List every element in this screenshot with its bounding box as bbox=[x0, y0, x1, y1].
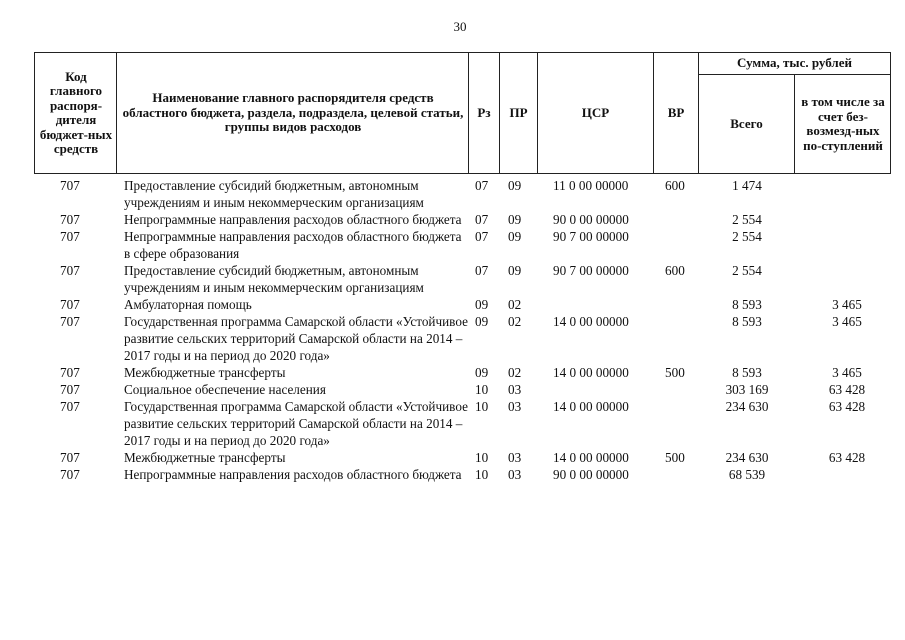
row-name: Непрограммные направления расходов областного бюджета в сфере образования bbox=[124, 229, 462, 261]
table-row bbox=[0, 466, 905, 483]
table-row bbox=[0, 177, 905, 211]
row-code: 707 bbox=[60, 212, 80, 227]
row-grant: 3 465 bbox=[832, 365, 862, 380]
row-rz: 07 bbox=[475, 229, 489, 244]
row-grant: 63 428 bbox=[828, 382, 866, 397]
row-name: Непрограммные направления расходов областного бюджета bbox=[124, 212, 462, 227]
table-row bbox=[0, 262, 905, 296]
row-rz: 07 bbox=[475, 263, 489, 278]
row-vr: 500 bbox=[665, 365, 685, 380]
row-rz: 10 bbox=[475, 382, 489, 397]
row-vr: 500 bbox=[665, 450, 685, 465]
row-code: 707 bbox=[60, 314, 80, 329]
row-rz: 09 bbox=[475, 297, 489, 312]
row-rz: 07 bbox=[475, 212, 489, 227]
row-csr: 14 0 00 00000 bbox=[553, 399, 629, 414]
row-name: Предоставление субсидий бюджетным, автономным учреждениям и иным некоммерческим организациям bbox=[124, 263, 424, 295]
row-pr: 02 bbox=[508, 314, 522, 329]
row-name: Межбюджетные трансферты bbox=[124, 450, 286, 465]
row-pr: 03 bbox=[508, 467, 522, 482]
row-code: 707 bbox=[60, 263, 80, 278]
row-name: Социальное обеспечение населения bbox=[124, 382, 326, 397]
row-pr: 09 bbox=[508, 263, 522, 278]
row-csr: 14 0 00 00000 bbox=[553, 314, 629, 329]
header-rz: Рз bbox=[477, 104, 491, 120]
row-grant: 3 465 bbox=[832, 297, 862, 312]
header-sum: Сумма, тыс. рублей bbox=[737, 55, 852, 71]
row-name: Государственная программа Самарской области «Устойчивое развитие сельских территорий Самарской области на 2014 – 2017 годы и на период до 2020 года» bbox=[124, 314, 468, 363]
header-code: Код главного распоря-дителя бюджет-ных средств bbox=[39, 68, 113, 156]
row-pr: 02 bbox=[508, 365, 522, 380]
row-pr: 09 bbox=[508, 212, 522, 227]
row-csr: 14 0 00 00000 bbox=[553, 450, 629, 465]
row-total: 1 474 bbox=[732, 178, 762, 193]
row-total: 2 554 bbox=[732, 212, 762, 227]
row-name: Государственная программа Самарской области «Устойчивое развитие сельских территорий Самарской области на 2014 – 2017 годы и на период до 2020 года» bbox=[124, 399, 468, 448]
row-csr: 14 0 00 00000 bbox=[553, 365, 629, 380]
row-grant: 63 428 bbox=[828, 450, 866, 465]
row-code: 707 bbox=[60, 229, 80, 244]
table-row bbox=[0, 449, 905, 466]
table-row bbox=[0, 228, 905, 262]
row-grant: 63 428 bbox=[828, 399, 866, 414]
row-code: 707 bbox=[60, 382, 80, 397]
row-total: 234 630 bbox=[725, 450, 769, 465]
row-rz: 10 bbox=[475, 399, 489, 414]
row-code: 707 bbox=[60, 399, 80, 414]
row-code: 707 bbox=[60, 450, 80, 465]
table-header bbox=[0, 0, 905, 175]
row-csr: 90 7 00 00000 bbox=[553, 263, 629, 278]
header-total: Всего bbox=[730, 115, 763, 131]
row-grant: 3 465 bbox=[832, 314, 862, 329]
header-name: Наименование главного распорядителя средств областного бюджета, раздела, подраздела, целевой статьи, группы видов расходов bbox=[122, 90, 464, 135]
row-rz: 10 bbox=[475, 450, 489, 465]
row-vr: 600 bbox=[665, 263, 685, 278]
row-code: 707 bbox=[60, 365, 80, 380]
row-pr: 09 bbox=[508, 229, 522, 244]
row-total: 234 630 bbox=[725, 399, 769, 414]
row-total: 8 593 bbox=[732, 365, 762, 380]
row-rz: 10 bbox=[475, 467, 489, 482]
header-pr: ПР bbox=[509, 104, 528, 120]
row-pr: 09 bbox=[508, 178, 522, 193]
row-code: 707 bbox=[60, 467, 80, 482]
table-row bbox=[0, 313, 905, 364]
table-row bbox=[0, 381, 905, 398]
row-csr: 90 7 00 00000 bbox=[553, 229, 629, 244]
row-pr: 03 bbox=[508, 450, 522, 465]
row-rz: 09 bbox=[475, 314, 489, 329]
row-total: 68 539 bbox=[728, 467, 766, 482]
table-row bbox=[0, 398, 905, 449]
row-total: 8 593 bbox=[732, 314, 762, 329]
table-row bbox=[0, 211, 905, 228]
row-pr: 03 bbox=[508, 382, 522, 397]
row-csr: 11 0 00 00000 bbox=[553, 178, 629, 193]
row-rz: 07 bbox=[475, 178, 489, 193]
row-name: Непрограммные направления расходов областного бюджета bbox=[124, 467, 462, 482]
header-vr: ВР bbox=[667, 104, 685, 120]
row-code: 707 bbox=[60, 297, 80, 312]
row-pr: 03 bbox=[508, 399, 522, 414]
row-total: 2 554 bbox=[732, 263, 762, 278]
row-csr: 90 0 00 00000 bbox=[553, 467, 629, 482]
table-row bbox=[0, 364, 905, 381]
header-grant: в том числе за счет без-возмезд-ных по-ступлений bbox=[801, 94, 885, 153]
table-row bbox=[0, 296, 905, 313]
row-total: 303 169 bbox=[725, 382, 769, 397]
row-vr: 600 bbox=[665, 178, 685, 193]
row-csr: 90 0 00 00000 bbox=[553, 212, 629, 227]
row-total: 2 554 bbox=[732, 229, 762, 244]
row-name: Амбулаторная помощь bbox=[124, 297, 252, 312]
row-name: Межбюджетные трансферты bbox=[124, 365, 286, 380]
page-number: 30 bbox=[453, 19, 467, 34]
row-rz: 09 bbox=[475, 365, 489, 380]
header-csr: ЦСР bbox=[581, 104, 610, 120]
row-code: 707 bbox=[60, 178, 80, 193]
row-total: 8 593 bbox=[732, 297, 762, 312]
row-pr: 02 bbox=[508, 297, 522, 312]
row-name: Предоставление субсидий бюджетным, автономным учреждениям и иным некоммерческим организациям bbox=[124, 178, 424, 210]
table-body bbox=[0, 177, 905, 483]
